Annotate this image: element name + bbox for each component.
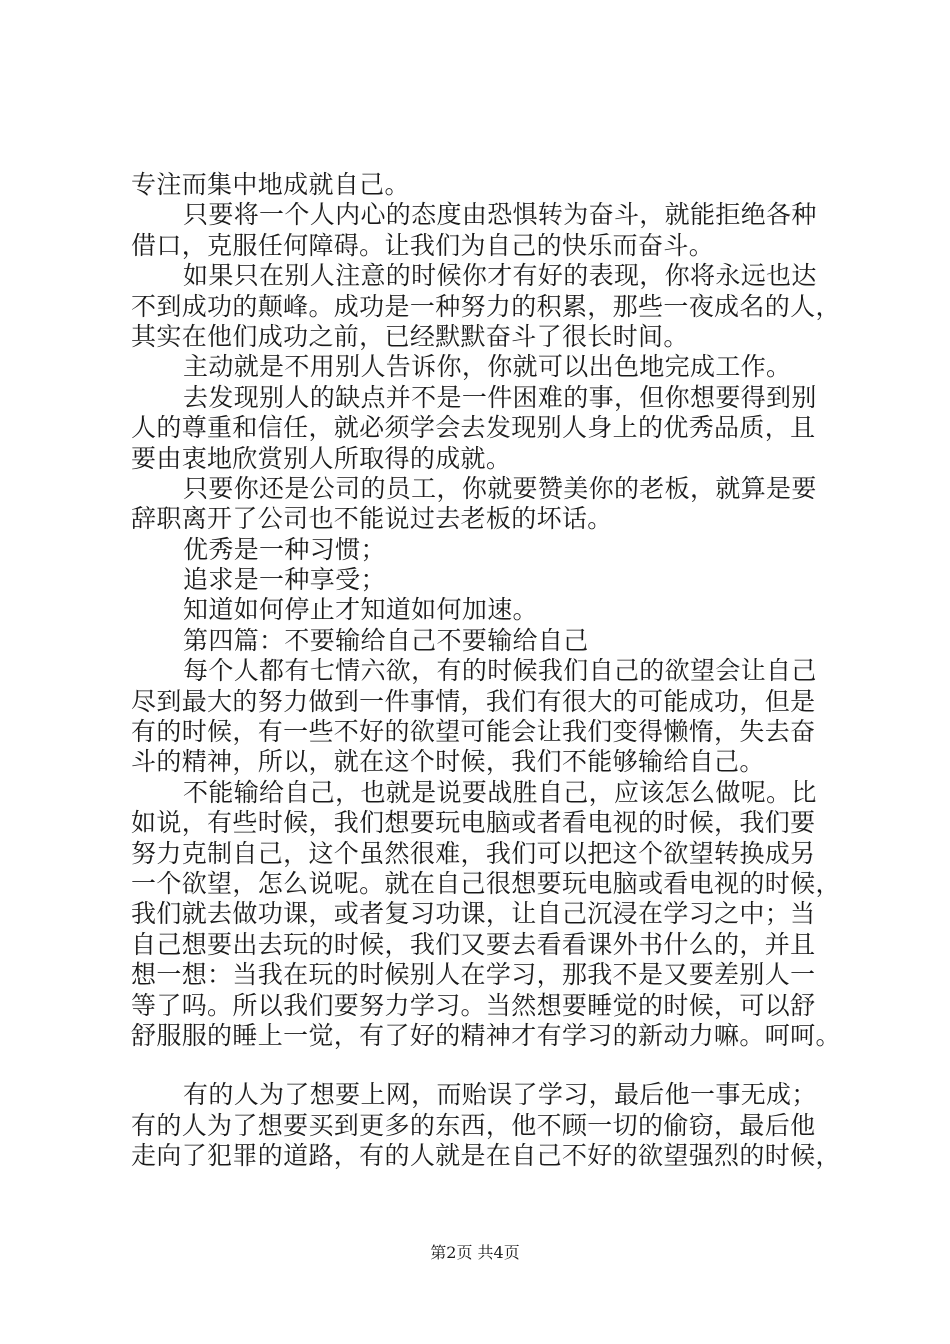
- text-line: 如说，有些时候，我们想要玩电脑或者看电视的时候，我们要: [131, 808, 816, 838]
- text-line: 辞职离开了公司也不能说过去老板的坏话。: [131, 504, 613, 534]
- text-line: 人的尊重和信任，就必须学会去发现别人身上的优秀品质，且: [131, 413, 816, 443]
- text-line: 其实在他们成功之前，已经默默奋斗了很长时间。: [131, 321, 689, 351]
- text-line: 有的人为了想要上网，而贻误了学习，最后他一事无成；: [183, 1080, 817, 1110]
- document-body: [131, 170, 843, 1172]
- text-line: 第四篇：不要输给自己不要输给自己: [183, 625, 589, 655]
- text-line: 一个欲望，怎么说呢。就在自己很想要玩电脑或看电视的时候，: [131, 868, 841, 898]
- text-line: 有的人为了想要买到更多的东西，他不顾一切的偷窃，最后他: [131, 1110, 816, 1140]
- text-line: 每个人都有七情六欲，有的时候我们自己的欲望会让自己: [183, 656, 817, 686]
- text-line: 专注而集中地成就自己。: [131, 170, 410, 199]
- text-line: 主动就是不用别人告诉你，你就可以出色地完成工作。: [183, 352, 792, 382]
- text-line: 借口，克服任何障碍。让我们为自己的快乐而奋斗。: [131, 230, 715, 260]
- text-line: 去发现别人的缺点并不是一件困难的事，但你想要得到别: [183, 382, 817, 412]
- text-line: 等了吗。所以我们要努力学习。当然想要睡觉的时候，可以舒: [131, 990, 816, 1020]
- text-line: 追求是一种享受；: [183, 565, 386, 595]
- text-line: 尽到最大的努力做到一件事情，我们有很大的可能成功，但是: [131, 686, 816, 716]
- paragraph-gap: [131, 1051, 843, 1080]
- text-line: 不能输给自己，也就是说要战胜自己，应该怎么做呢。比: [183, 777, 817, 807]
- text-line: 只要你还是公司的员工，你就要赞美你的老板，就算是要: [183, 473, 817, 503]
- text-line: 斗的精神，所以，就在这个时候，我们不能够输给自己。: [131, 747, 765, 777]
- page-footer: 第2页 共4页: [430, 1243, 520, 1262]
- text-line: 如果只在别人注意的时候你才有好的表现，你将永远也达: [183, 261, 817, 291]
- text-line: 走向了犯罪的道路，有的人就是在自己不好的欲望强烈的时候，: [131, 1141, 841, 1171]
- text-line: 只要将一个人内心的态度由恐惧转为奋斗，就能拒绝各种: [183, 200, 817, 230]
- text-line: 不到成功的颠峰。成功是一种努力的积累，那些一夜成名的人，: [131, 291, 841, 321]
- text-line: 要由衷地欣赏别人所取得的成就。: [131, 443, 512, 473]
- text-line: 想一想：当我在玩的时候别人在学习，那我不是又要差别人一: [131, 960, 816, 990]
- text-line: 舒服服的睡上一觉，有了好的精神才有学习的新动力嘛。呵呵。: [131, 1020, 841, 1050]
- text-line: 努力克制自己，这个虽然很难，我们可以把这个欲望转换成另: [131, 838, 816, 868]
- text-line: 我们就去做功课，或者复习功课，让自己沉浸在学习之中；当: [131, 899, 816, 929]
- text-line: 有的时候，有一些不好的欲望可能会让我们变得懒惰，失去奋: [131, 717, 816, 747]
- text-line: 优秀是一种习惯；: [183, 534, 386, 564]
- text-line: 知道如何停止才知道如何加速。: [183, 595, 538, 625]
- text-line: 自己想要出去玩的时候，我们又要去看看课外书什么的，并且: [131, 929, 816, 959]
